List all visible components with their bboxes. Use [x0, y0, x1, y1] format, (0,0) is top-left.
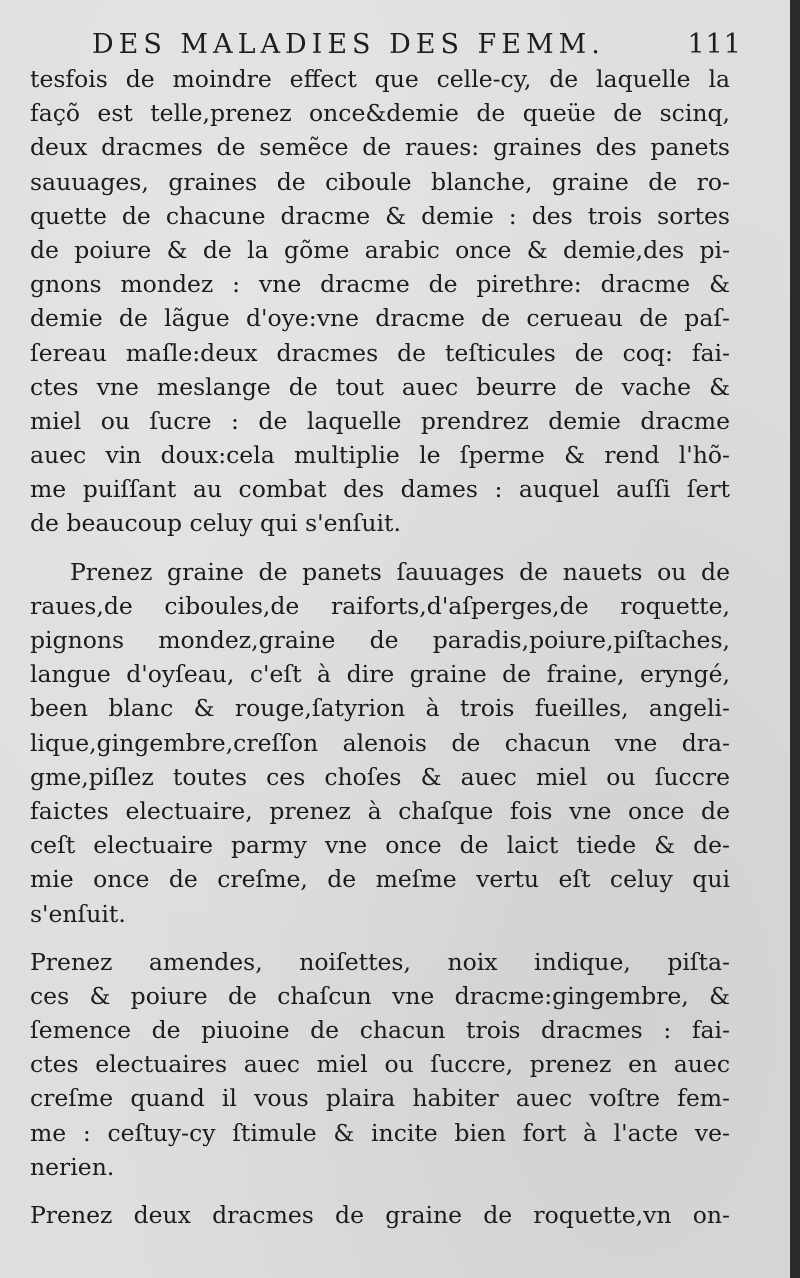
text-line: been blanc & rouge,ſatyrion à trois fueilles, angeli-: [30, 694, 730, 723]
text-line: Prenez deux dracmes de graine de roquette,vn on-: [30, 1201, 730, 1229]
text-line: me : ceſtuy-cy ſtimule & incite bien fort à l'acte ve-: [30, 1118, 730, 1147]
text-line: façõ est telle,prenez once&demie de queüe de scinq,: [30, 99, 730, 128]
page-header: [92, 28, 742, 62]
text-line: mie once de creſme, de meſme vertu eſt celuy qui: [30, 865, 730, 894]
text-line: raues,de ciboules,de raiforts,d'aſperges,de roquette,: [30, 591, 730, 620]
paragraph-1: [30, 62, 730, 541]
text-line: quette de chacune dracme & demie : des trois sortes: [30, 201, 730, 230]
text-line: ctes vne meslange de tout auec beurre de vache &: [30, 372, 730, 401]
text-line: ces & poiure de chaſcun vne dracme:gingembre, &: [30, 981, 730, 1010]
text-line: creſme quand il vous plaira habiter auec voſtre fem-: [30, 1084, 730, 1113]
text-line: sauuages, graines de ciboule blanche, graine de ro-: [30, 167, 730, 196]
text-line: deux dracmes de semẽce de raues: graines des panets: [30, 133, 730, 162]
text-line: lique,gingembre,creſſon alenois de chacun vne dra-: [30, 728, 730, 757]
text-line: langue d'oyſeau, c'eſt à dire graine de fraine, eryngé,: [30, 660, 730, 689]
page-edge-shadow: [790, 0, 800, 1278]
text-line: s'enſuit.: [30, 899, 126, 928]
text-line: ſereau maſle:deux dracmes de teſticules de coq: fai-: [30, 338, 730, 367]
text-line: gme,piſlez toutes ces choſes & auec miel ou ſuccre: [30, 762, 730, 791]
text-line: tesfois de moindre effect que celle-cy, de laquelle la: [30, 65, 730, 93]
text-line: demie de lãgue d'oye:vne dracme de cerueau de paſ-: [30, 304, 730, 333]
text-line: Prenez graine de panets ſauuages de nauets ou de: [70, 557, 730, 586]
text-line: de beaucoup celuy qui s'enſuit.: [30, 509, 401, 538]
text-line: ſemence de piuoine de chacun trois dracmes : fai-: [30, 1016, 730, 1045]
page-number: 111: [687, 29, 742, 60]
text-line: gnons mondez : vne dracme de pirethre: dracme &: [30, 270, 730, 299]
running-head: DES MALADIES DES FEMM.: [92, 29, 605, 60]
text-line: nerien.: [30, 1152, 115, 1181]
paragraph-4: [30, 1198, 730, 1232]
text-line: me puiſſant au combat des dames : auquel auſſi ſert: [30, 475, 730, 504]
text-line: faictes electuaire, prenez à chaſque fois vne once de: [30, 796, 730, 825]
text-line: Prenez amendes, noiſettes, noix indique, piſta-: [30, 947, 730, 976]
text-line: de poiure & de la gõme arabic once & demie,des pi-: [30, 235, 730, 264]
text-line: ceſt electuaire parmy vne once de laict tiede & de-: [30, 831, 730, 860]
text-line: miel ou ſucre : de laquelle prendrez demie dracme: [30, 406, 730, 435]
text-line: ctes electuaires auec miel ou ſuccre, prenez en auec: [30, 1050, 730, 1079]
paragraph-3: [30, 945, 730, 1184]
text-line: auec vin doux:cela multiplie le ſperme & rend l'hõ-: [30, 441, 730, 470]
body-text: [30, 62, 730, 1232]
text-line: pignons mondez,graine de paradis,poiure,piſtaches,: [30, 626, 730, 654]
paragraph-2: [30, 555, 730, 931]
